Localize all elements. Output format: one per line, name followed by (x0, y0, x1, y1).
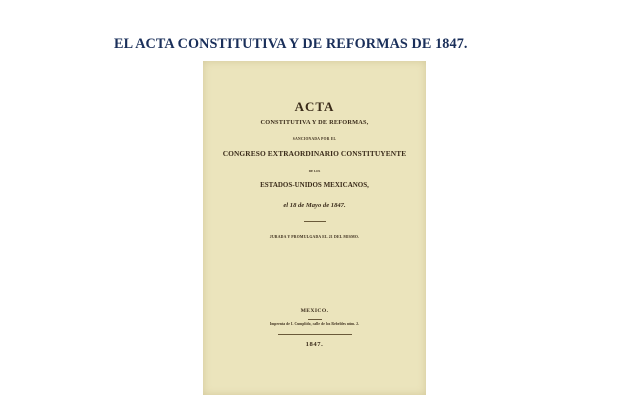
document-imprint: Imprenta de I. Cumplido, calle de los Rebeldes núm. 2. (269, 322, 360, 326)
divider (278, 334, 352, 335)
document-title: ACTA (294, 99, 335, 114)
document-subtitle: CONSTITUTIVA Y DE REFORMAS, (260, 119, 369, 126)
page-title: EL ACTA CONSTITUTIVA Y DE REFORMAS DE 1847. (114, 36, 468, 52)
document-congress-line: CONGRESO EXTRAORDINARIO CONSTITUYENTE (222, 149, 407, 158)
document-sanctioned-line: SANCIONADA POR EL (292, 137, 337, 141)
document-promulgation-line: JURADA Y PROMULGADA EL 21 DEL MISMO. (269, 235, 360, 239)
document-scan (203, 61, 426, 395)
document-place: MEXICO. (300, 308, 329, 314)
document-states-line: ESTADOS-UNIDOS MEXICANOS, (260, 181, 369, 189)
document-date-line: el 18 de Mayo de 1847. (283, 202, 346, 209)
document-year: 1847. (305, 341, 324, 348)
divider (304, 221, 326, 222)
divider (308, 319, 322, 320)
document-de-los-line: DE LOS (308, 169, 321, 173)
